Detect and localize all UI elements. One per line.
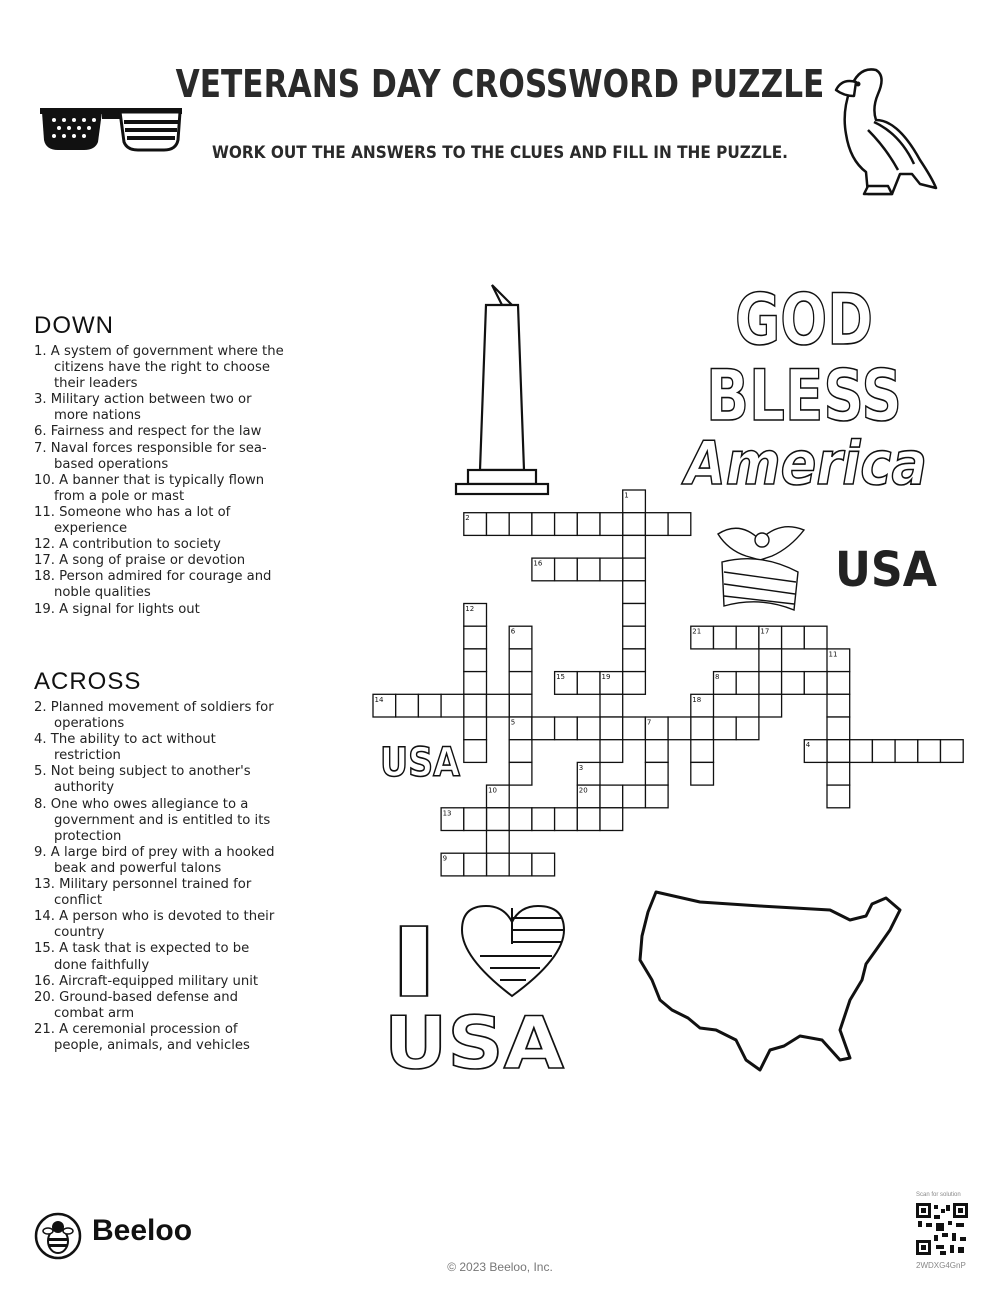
grid-cell-number: 14	[374, 695, 384, 704]
grid-cell-number: 6	[510, 627, 516, 636]
down-clue: 1. A system of government where the citizens have the right to choose their leaders	[34, 344, 284, 392]
usa-bottom-text: USA	[384, 1001, 565, 1085]
across-clue: 9. A large bird of prey with a hooked beak and powerful talons	[34, 844, 275, 876]
grid-cell[interactable]	[577, 558, 600, 581]
grid-cell[interactable]	[827, 740, 850, 763]
grid-cell[interactable]	[464, 740, 487, 763]
qr-code-icon[interactable]	[916, 1203, 968, 1255]
grid-cell[interactable]	[827, 694, 850, 717]
page-subtitle: WORK OUT THE ANSWERS TO THE CLUES AND FILL IN THE PUZZLE.	[212, 143, 788, 163]
grid-cell[interactable]	[895, 740, 918, 763]
grid-cell-number: 4	[805, 741, 811, 750]
grid-cell-number: 12	[465, 605, 475, 613]
grid-cell[interactable]	[623, 513, 646, 536]
grid-cell[interactable]	[509, 762, 532, 785]
grid-cell[interactable]	[555, 558, 578, 581]
across-heading: ACROSS	[34, 668, 142, 695]
grid-cell[interactable]	[532, 717, 555, 740]
down-clue: 7. Naval forces responsible for sea-based operations	[34, 440, 267, 472]
grid-cell[interactable]	[804, 672, 827, 695]
grid-cell[interactable]	[827, 785, 850, 808]
grid-cell[interactable]	[555, 717, 578, 740]
grid-cell[interactable]	[623, 717, 646, 740]
grid-cell-number: 5	[510, 718, 516, 727]
grid-cell[interactable]	[487, 694, 510, 717]
qr-code-label: 2WDXG4GnP	[916, 1261, 966, 1270]
grid-cell[interactable]	[759, 694, 782, 717]
grid-cell-number: 2	[465, 514, 470, 523]
grid-cell[interactable]	[600, 694, 623, 717]
grid-cell[interactable]	[691, 740, 714, 763]
down-clue: 11. Someone who has a lot of experience	[34, 504, 231, 537]
page-title: VETERANS DAY CROSSWORD PUZZLE	[175, 62, 825, 106]
grid-cell-number: 18	[692, 695, 702, 704]
grid-cell[interactable]	[941, 740, 964, 763]
down-clue: 17. A song of praise or devotion	[34, 553, 246, 569]
grid-cell[interactable]	[577, 808, 600, 831]
grid-cell[interactable]	[623, 581, 646, 604]
i-text: I	[388, 907, 440, 1019]
grid-cell[interactable]	[782, 672, 805, 695]
grid-cell[interactable]	[396, 694, 419, 717]
grid-cell[interactable]	[464, 808, 487, 831]
grid-cell[interactable]	[600, 717, 623, 740]
grid-cell[interactable]	[623, 649, 646, 672]
grid-cell-number: 11	[828, 650, 838, 659]
grid-cell[interactable]	[623, 604, 646, 627]
down-heading: DOWN	[34, 312, 114, 339]
down-clue: 6. Fairness and respect for the law	[34, 424, 262, 440]
grid-cell-number: 17	[760, 627, 770, 636]
grid-cell[interactable]	[509, 694, 532, 717]
grid-cell[interactable]	[872, 740, 895, 763]
grid-cell[interactable]	[487, 808, 510, 831]
grid-cell-number: 15	[556, 673, 566, 682]
grid-cell[interactable]	[759, 672, 782, 695]
grid-cell[interactable]	[487, 853, 510, 876]
grid-cell[interactable]	[623, 785, 646, 808]
bee-logo-icon	[34, 1212, 82, 1260]
grid-cell-number: 19	[601, 673, 611, 682]
across-clue: 8. One who owes allegiance to a government and is entitled to its protection	[34, 796, 271, 844]
grid-cell[interactable]	[487, 831, 510, 854]
grid-cell[interactable]	[464, 626, 487, 649]
grid-cell[interactable]	[464, 649, 487, 672]
grid-cell[interactable]	[668, 717, 691, 740]
across-clue: 16. Aircraft-equipped military unit	[34, 973, 259, 989]
grid-cell[interactable]	[804, 626, 827, 649]
grid-cell[interactable]	[487, 513, 510, 536]
grid-cell[interactable]	[418, 694, 441, 717]
grid-cell[interactable]	[555, 513, 578, 536]
grid-cell[interactable]	[532, 853, 555, 876]
bless-text: BLESS	[706, 355, 902, 437]
grid-cell[interactable]	[509, 649, 532, 672]
usa-left-text: USA	[380, 740, 461, 786]
grid-cell[interactable]	[600, 558, 623, 581]
grid-cell[interactable]	[736, 717, 759, 740]
across-clue: 20. Ground-based defense and combat arm	[34, 989, 239, 1021]
grid-cell[interactable]	[532, 808, 555, 831]
grid-cell-number: 13	[442, 809, 452, 818]
grid-cell[interactable]	[645, 785, 668, 808]
grid-cell-number: 16	[533, 559, 543, 568]
grid-cell-number: 9	[442, 854, 448, 863]
grid-cell-number: 21	[692, 627, 702, 636]
grid-cell[interactable]	[600, 785, 623, 808]
across-clue: 2. Planned movement of soldiers for operations	[34, 700, 274, 732]
grid-cell[interactable]	[623, 672, 646, 695]
grid-cell[interactable]	[577, 513, 600, 536]
grid-cell[interactable]	[577, 717, 600, 740]
grid-cell-number: 20	[578, 786, 588, 795]
grid-cell[interactable]	[850, 740, 873, 763]
grid-cell-number: 10	[488, 786, 497, 795]
grid-cell-number: 1	[624, 491, 629, 500]
grid-cell-number: 8	[715, 673, 720, 682]
grid-cell[interactable]	[600, 740, 623, 763]
across-clue: 4. The ability to act without restriction	[34, 732, 216, 764]
down-clue: 12. A contribution to society	[34, 537, 221, 553]
grid-cell[interactable]	[645, 762, 668, 785]
grid-cell[interactable]	[645, 740, 668, 763]
grid-cell[interactable]	[577, 672, 600, 695]
grid-cell[interactable]	[691, 762, 714, 785]
grid-cell[interactable]	[668, 513, 691, 536]
grid-cell[interactable]	[509, 853, 532, 876]
down-clue: 18. Person admired for courage and noble qualities	[34, 569, 272, 601]
grid-cell[interactable]	[555, 808, 578, 831]
grid-cell[interactable]	[509, 808, 532, 831]
grid-cell[interactable]	[623, 558, 646, 581]
grid-cell[interactable]	[441, 694, 464, 717]
grid-cell[interactable]	[827, 717, 850, 740]
across-clue: 15. A task that is expected to be done faithfully	[34, 941, 250, 973]
grid-cell[interactable]	[827, 672, 850, 695]
across-clue: 5. Not being subject to another's authority	[34, 764, 251, 796]
down-clue: 19. A signal for lights out	[34, 601, 200, 617]
grid-cell[interactable]	[827, 762, 850, 785]
grid-cell[interactable]	[464, 717, 487, 740]
grid-cell[interactable]	[691, 717, 714, 740]
grid-cell[interactable]	[464, 853, 487, 876]
grid-cell[interactable]	[509, 513, 532, 536]
usa-right-text: USA	[835, 542, 937, 598]
grid-cell[interactable]	[600, 808, 623, 831]
grid-cell[interactable]	[918, 740, 941, 763]
grid-cell[interactable]	[623, 535, 646, 558]
grid-cell[interactable]	[714, 717, 737, 740]
god-text: GOD	[735, 279, 873, 361]
brand-name: Beeloo	[92, 1214, 193, 1247]
grid-cell[interactable]	[509, 672, 532, 695]
grid-cell[interactable]	[509, 740, 532, 763]
grid-cell[interactable]	[736, 626, 759, 649]
america-text: America	[681, 429, 927, 499]
down-clue: 3. Military action between two or more nations	[34, 392, 252, 424]
grid-cell[interactable]	[782, 626, 805, 649]
grid-cell[interactable]	[600, 513, 623, 536]
grid-cell[interactable]	[532, 513, 555, 536]
across-clue: 13. Military personnel trained for conflict	[34, 877, 252, 909]
grid-cell-number: 7	[646, 718, 652, 727]
down-clue: 10. A banner that is typically flown from a pole or mast	[34, 472, 265, 504]
copyright: © 2023 Beeloo, Inc.	[447, 1260, 553, 1274]
grid-cell[interactable]	[759, 649, 782, 672]
grid-cell[interactable]	[464, 694, 487, 717]
grid-cell[interactable]	[645, 513, 668, 536]
grid-cell-number: 3	[578, 763, 584, 772]
across-clue: 21. A ceremonial procession of people, animals, and vehicles	[34, 1021, 250, 1053]
grid-cell[interactable]	[714, 626, 737, 649]
grid-cell[interactable]	[623, 626, 646, 649]
scan-label: Scan for solution	[916, 1192, 961, 1198]
grid-cell[interactable]	[464, 672, 487, 695]
across-clue: 14. A person who is devoted to their country	[34, 909, 275, 941]
grid-cell[interactable]	[736, 672, 759, 695]
